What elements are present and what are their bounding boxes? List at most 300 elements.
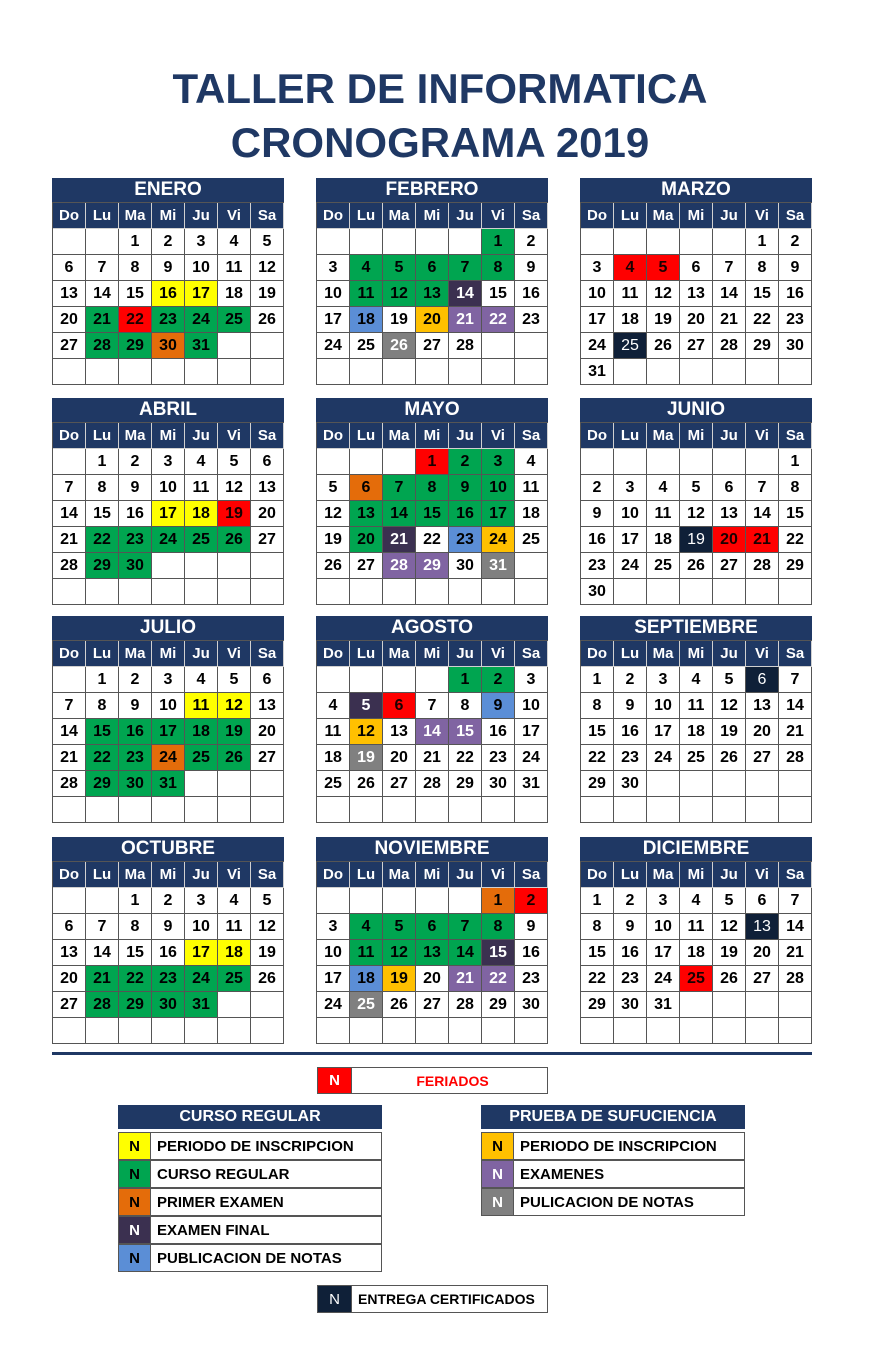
legend-item (481, 1188, 745, 1216)
day-cell: 4 (647, 475, 680, 501)
day-cell: 6 (53, 914, 86, 940)
day-cell: 5 (713, 888, 746, 914)
day-cell: 16 (449, 501, 482, 527)
day-cell: 26 (713, 745, 746, 771)
empty-cell (680, 1018, 713, 1044)
day-cell: 8 (449, 693, 482, 719)
weekday-header: Mi (152, 203, 185, 229)
day-cell: 3 (482, 449, 515, 475)
day-cell: 11 (218, 255, 251, 281)
month-mayo (316, 398, 548, 605)
empty-cell (680, 449, 713, 475)
day-cell: 22 (449, 745, 482, 771)
day-cell: 19 (680, 527, 713, 553)
day-cell: 3 (185, 229, 218, 255)
month-name: MAYO (316, 398, 548, 422)
day-cell: 8 (86, 475, 119, 501)
day-cell: 7 (449, 255, 482, 281)
day-cell: 17 (185, 940, 218, 966)
month-agosto (316, 616, 548, 823)
day-cell: 5 (218, 667, 251, 693)
empty-cell (680, 992, 713, 1018)
day-cell: 13 (53, 940, 86, 966)
day-cell: 29 (416, 553, 449, 579)
empty-cell (416, 797, 449, 823)
day-cell: 13 (251, 693, 284, 719)
day-cell: 28 (383, 553, 416, 579)
day-cell: 30 (482, 771, 515, 797)
day-cell: 31 (515, 771, 548, 797)
month-days (52, 640, 284, 823)
month-name: ABRIL (52, 398, 284, 422)
day-cell: 9 (515, 914, 548, 940)
day-cell: 23 (152, 307, 185, 333)
empty-cell (53, 229, 86, 255)
day-cell: 9 (152, 914, 185, 940)
day-cell: 2 (581, 475, 614, 501)
legend-label: PUBLICACION DE NOTAS (157, 1249, 342, 1267)
day-cell: 23 (515, 307, 548, 333)
day-cell: 7 (53, 693, 86, 719)
day-cell: 30 (614, 992, 647, 1018)
day-cell: 20 (251, 719, 284, 745)
day-cell: 24 (515, 745, 548, 771)
weekday-header: Ju (185, 203, 218, 229)
day-cell: 5 (317, 475, 350, 501)
empty-cell (779, 797, 812, 823)
empty-cell (647, 229, 680, 255)
weekday-header: Ma (119, 203, 152, 229)
day-cell: 21 (449, 966, 482, 992)
day-cell: 19 (251, 940, 284, 966)
empty-cell (449, 229, 482, 255)
day-cell: 24 (152, 527, 185, 553)
empty-cell (713, 992, 746, 1018)
empty-cell (218, 553, 251, 579)
empty-cell (746, 359, 779, 385)
empty-cell (53, 667, 86, 693)
empty-cell (746, 797, 779, 823)
weekday-header: Mi (416, 423, 449, 449)
legend-swatch: N (119, 1245, 151, 1271)
day-cell: 17 (152, 501, 185, 527)
legend-certificados (317, 1285, 548, 1313)
month-name: NOVIEMBRE (316, 837, 548, 861)
day-cell: 17 (581, 307, 614, 333)
day-cell: 29 (119, 992, 152, 1018)
empty-cell (416, 1018, 449, 1044)
empty-cell (746, 771, 779, 797)
weekday-header: Do (317, 423, 350, 449)
empty-cell (317, 229, 350, 255)
empty-cell (218, 992, 251, 1018)
day-cell: 26 (218, 527, 251, 553)
weekday-header: Ju (185, 641, 218, 667)
day-cell: 21 (713, 307, 746, 333)
empty-cell (647, 449, 680, 475)
day-cell: 23 (152, 966, 185, 992)
day-cell: 28 (449, 333, 482, 359)
empty-cell (317, 797, 350, 823)
day-cell: 18 (350, 966, 383, 992)
day-cell: 29 (482, 992, 515, 1018)
legend-label: PERIODO DE INSCRIPCION (157, 1137, 354, 1155)
legend-item (118, 1244, 382, 1272)
day-cell: 8 (86, 693, 119, 719)
day-cell: 25 (218, 966, 251, 992)
day-cell: 26 (680, 553, 713, 579)
weekday-header: Ma (383, 641, 416, 667)
month-septiembre (580, 616, 812, 823)
empty-cell (416, 888, 449, 914)
day-cell: 14 (779, 693, 812, 719)
weekday-header: Ma (119, 423, 152, 449)
weekday-header: Sa (251, 423, 284, 449)
day-cell: 13 (350, 501, 383, 527)
day-cell: 10 (614, 501, 647, 527)
empty-cell (416, 579, 449, 605)
weekday-header: Lu (614, 423, 647, 449)
day-cell: 29 (119, 333, 152, 359)
empty-cell (53, 888, 86, 914)
empty-cell (647, 771, 680, 797)
day-cell: 5 (680, 475, 713, 501)
legend-label: EXAMENES (520, 1165, 605, 1183)
day-cell: 5 (218, 449, 251, 475)
day-cell: 4 (614, 255, 647, 281)
empty-cell (482, 579, 515, 605)
empty-cell (152, 1018, 185, 1044)
day-cell: 18 (680, 940, 713, 966)
empty-cell (449, 579, 482, 605)
empty-cell (218, 579, 251, 605)
day-cell: 14 (86, 281, 119, 307)
day-cell: 29 (86, 553, 119, 579)
day-cell: 14 (449, 281, 482, 307)
day-cell: 2 (119, 667, 152, 693)
feriados-label: FERIADOS (416, 1072, 489, 1089)
month-name: JUNIO (580, 398, 812, 422)
day-cell: 26 (713, 966, 746, 992)
weekday-header: Lu (350, 862, 383, 888)
empty-cell (185, 553, 218, 579)
day-cell: 13 (416, 281, 449, 307)
day-cell: 15 (482, 281, 515, 307)
month-junio (580, 398, 812, 605)
weekday-header: Vi (482, 641, 515, 667)
empty-cell (251, 359, 284, 385)
empty-cell (515, 553, 548, 579)
day-cell: 28 (713, 333, 746, 359)
day-cell: 23 (779, 307, 812, 333)
day-cell: 11 (680, 914, 713, 940)
day-cell: 29 (581, 771, 614, 797)
day-cell: 11 (350, 940, 383, 966)
month-days (316, 422, 548, 605)
empty-cell (350, 579, 383, 605)
empty-cell (482, 359, 515, 385)
day-cell: 23 (515, 966, 548, 992)
day-cell: 6 (680, 255, 713, 281)
day-cell: 30 (152, 992, 185, 1018)
empty-cell (581, 449, 614, 475)
day-cell: 25 (680, 966, 713, 992)
day-cell: 1 (416, 449, 449, 475)
weekday-header: Ma (647, 641, 680, 667)
day-cell: 22 (416, 527, 449, 553)
weekday-header: Do (53, 423, 86, 449)
day-cell: 27 (53, 333, 86, 359)
day-cell: 29 (449, 771, 482, 797)
day-cell: 23 (614, 966, 647, 992)
empty-cell (119, 359, 152, 385)
day-cell: 15 (449, 719, 482, 745)
day-cell: 26 (350, 771, 383, 797)
day-cell: 31 (152, 771, 185, 797)
day-cell: 22 (119, 307, 152, 333)
weekday-header: Do (581, 862, 614, 888)
day-cell: 5 (647, 255, 680, 281)
weekday-header: Sa (515, 641, 548, 667)
day-cell: 9 (152, 255, 185, 281)
day-cell: 4 (185, 449, 218, 475)
empty-cell (350, 449, 383, 475)
day-cell: 10 (152, 475, 185, 501)
day-cell: 5 (383, 914, 416, 940)
empty-cell (746, 449, 779, 475)
day-cell: 8 (119, 255, 152, 281)
weekday-header: Ju (185, 423, 218, 449)
day-cell: 4 (515, 449, 548, 475)
day-cell: 1 (86, 449, 119, 475)
day-cell: 1 (581, 667, 614, 693)
day-cell: 12 (647, 281, 680, 307)
day-cell: 23 (449, 527, 482, 553)
month-abril (52, 398, 284, 605)
day-cell: 8 (119, 914, 152, 940)
day-cell: 14 (449, 940, 482, 966)
weekday-header: Ju (713, 862, 746, 888)
day-cell: 1 (482, 888, 515, 914)
day-cell: 15 (581, 719, 614, 745)
weekday-header: Ma (647, 203, 680, 229)
title-line-2: CRONOGRAMA 2019 (230, 119, 650, 166)
day-cell: 14 (746, 501, 779, 527)
day-cell: 7 (86, 255, 119, 281)
empty-cell (53, 579, 86, 605)
empty-cell (647, 359, 680, 385)
day-cell: 25 (350, 992, 383, 1018)
weekday-header: Sa (251, 641, 284, 667)
day-cell: 9 (449, 475, 482, 501)
day-cell: 13 (746, 693, 779, 719)
weekday-header: Ma (119, 641, 152, 667)
empty-cell (515, 333, 548, 359)
day-cell: 20 (383, 745, 416, 771)
month-name: AGOSTO (316, 616, 548, 640)
month-octubre (52, 837, 284, 1044)
day-cell: 21 (746, 527, 779, 553)
day-cell: 16 (581, 527, 614, 553)
empty-cell (746, 579, 779, 605)
weekday-header: Lu (350, 641, 383, 667)
weekday-header: Do (581, 203, 614, 229)
empty-cell (647, 579, 680, 605)
day-cell: 24 (482, 527, 515, 553)
empty-cell (218, 333, 251, 359)
day-cell: 16 (152, 940, 185, 966)
empty-cell (581, 797, 614, 823)
day-cell: 23 (119, 527, 152, 553)
day-cell: 26 (251, 966, 284, 992)
weekday-header: Sa (251, 862, 284, 888)
day-cell: 23 (614, 745, 647, 771)
day-cell: 27 (746, 745, 779, 771)
day-cell: 16 (119, 501, 152, 527)
day-cell: 2 (482, 667, 515, 693)
day-cell: 27 (713, 553, 746, 579)
day-cell: 8 (482, 914, 515, 940)
day-cell: 7 (86, 914, 119, 940)
empty-cell (779, 992, 812, 1018)
empty-cell (647, 797, 680, 823)
day-cell: 25 (350, 333, 383, 359)
day-cell: 11 (515, 475, 548, 501)
day-cell: 21 (53, 527, 86, 553)
day-cell: 25 (185, 527, 218, 553)
day-cell: 21 (416, 745, 449, 771)
weekday-header: Sa (779, 641, 812, 667)
empty-cell (218, 771, 251, 797)
empty-cell (317, 1018, 350, 1044)
day-cell: 31 (185, 333, 218, 359)
day-cell: 11 (680, 693, 713, 719)
day-cell: 7 (713, 255, 746, 281)
day-cell: 27 (383, 771, 416, 797)
day-cell: 11 (317, 719, 350, 745)
empty-cell (317, 449, 350, 475)
day-cell: 21 (779, 940, 812, 966)
day-cell: 10 (515, 693, 548, 719)
weekday-header: Ju (449, 203, 482, 229)
day-cell: 26 (383, 992, 416, 1018)
day-cell: 3 (614, 475, 647, 501)
day-cell: 11 (647, 501, 680, 527)
day-cell: 24 (614, 553, 647, 579)
month-marzo (580, 178, 812, 385)
day-cell: 14 (416, 719, 449, 745)
day-cell: 21 (53, 745, 86, 771)
day-cell: 29 (779, 553, 812, 579)
empty-cell (746, 992, 779, 1018)
day-cell: 25 (185, 745, 218, 771)
day-cell: 7 (383, 475, 416, 501)
empty-cell (185, 1018, 218, 1044)
empty-cell (614, 797, 647, 823)
month-days (580, 640, 812, 823)
day-cell: 29 (581, 992, 614, 1018)
weekday-header: Vi (218, 203, 251, 229)
day-cell: 19 (218, 719, 251, 745)
day-cell: 12 (317, 501, 350, 527)
weekday-header: Vi (482, 203, 515, 229)
day-cell: 28 (416, 771, 449, 797)
day-cell: 27 (350, 553, 383, 579)
day-cell: 18 (680, 719, 713, 745)
weekday-header: Ju (713, 641, 746, 667)
day-cell: 20 (680, 307, 713, 333)
weekday-header: Mi (416, 641, 449, 667)
day-cell: 16 (614, 719, 647, 745)
empty-cell (350, 888, 383, 914)
title-line-1: TALLER DE INFORMATICA (172, 65, 708, 112)
day-cell: 4 (350, 255, 383, 281)
day-cell: 15 (416, 501, 449, 527)
weekday-header: Do (53, 862, 86, 888)
empty-cell (581, 1018, 614, 1044)
day-cell: 25 (614, 333, 647, 359)
weekday-header: Ju (449, 641, 482, 667)
day-cell: 2 (119, 449, 152, 475)
day-cell: 17 (482, 501, 515, 527)
weekday-header: Mi (152, 423, 185, 449)
weekday-header: Lu (350, 203, 383, 229)
day-cell: 12 (218, 693, 251, 719)
day-cell: 9 (515, 255, 548, 281)
empty-cell (383, 888, 416, 914)
day-cell: 18 (647, 527, 680, 553)
day-cell: 4 (317, 693, 350, 719)
day-cell: 5 (713, 667, 746, 693)
day-cell: 7 (779, 888, 812, 914)
empty-cell (713, 771, 746, 797)
day-cell: 7 (746, 475, 779, 501)
empty-cell (119, 797, 152, 823)
weekday-header: Lu (350, 423, 383, 449)
empty-cell (482, 333, 515, 359)
day-cell: 31 (482, 553, 515, 579)
day-cell: 17 (515, 719, 548, 745)
empty-cell (680, 797, 713, 823)
empty-cell (416, 667, 449, 693)
empty-cell (251, 1018, 284, 1044)
month-days (580, 861, 812, 1044)
day-cell: 11 (614, 281, 647, 307)
day-cell: 13 (746, 914, 779, 940)
empty-cell (614, 449, 647, 475)
empty-cell (119, 579, 152, 605)
month-days (316, 202, 548, 385)
weekday-header: Sa (515, 423, 548, 449)
legend-label: PERIODO DE INSCRIPCION (520, 1137, 717, 1155)
legend-swatch: N (482, 1133, 514, 1159)
day-cell: 18 (614, 307, 647, 333)
day-cell: 30 (614, 771, 647, 797)
day-cell: 5 (251, 888, 284, 914)
day-cell: 21 (86, 307, 119, 333)
day-cell: 22 (581, 745, 614, 771)
day-cell: 26 (251, 307, 284, 333)
day-cell: 26 (218, 745, 251, 771)
weekday-header: Vi (746, 423, 779, 449)
empty-cell (779, 359, 812, 385)
month-days (52, 422, 284, 605)
day-cell: 3 (185, 888, 218, 914)
weekday-header: Lu (86, 641, 119, 667)
empty-cell (53, 797, 86, 823)
day-cell: 18 (218, 940, 251, 966)
day-cell: 19 (647, 307, 680, 333)
